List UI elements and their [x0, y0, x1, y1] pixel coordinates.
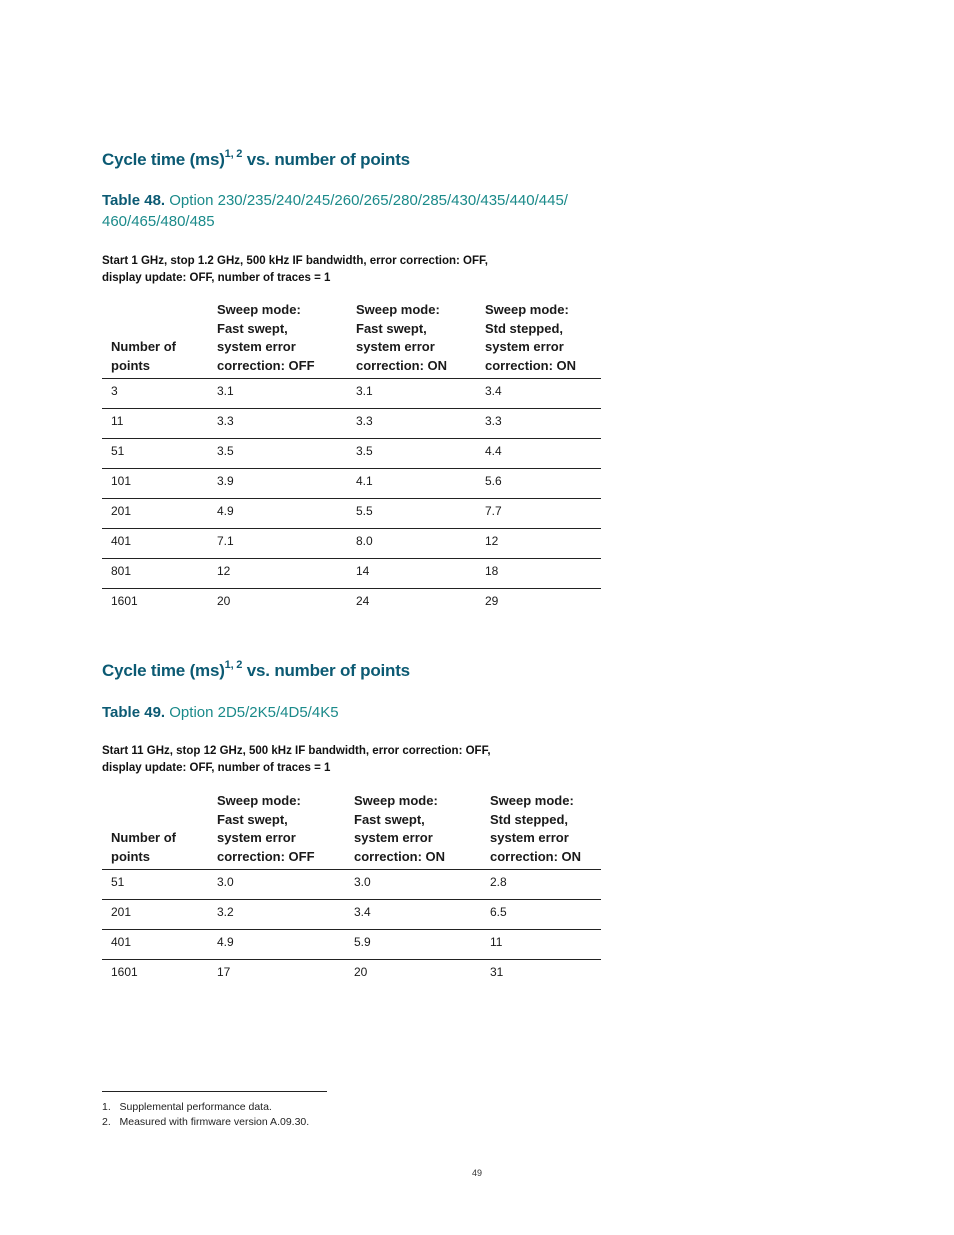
conditions-1 — [102, 253, 582, 287]
conditions-line: display update: OFF, number of traces = 1 — [102, 272, 331, 284]
cell-value: 11 — [111, 414, 124, 429]
table-cell — [347, 439, 476, 469]
column-header-line: points — [111, 848, 150, 864]
cell-value: 12 — [485, 534, 499, 549]
conditions-2 — [102, 743, 582, 777]
cell-value: 4.1 — [356, 474, 373, 489]
column-header-line: correction: OFF — [217, 357, 315, 373]
cell-value: 5.6 — [485, 474, 502, 489]
cell-value: 51 — [111, 444, 125, 459]
column-header-line: Fast swept, — [217, 320, 288, 336]
conditions-line: display update: OFF, number of traces = 1 — [102, 762, 331, 774]
page-number: 49 — [471, 1168, 482, 1178]
table-row — [102, 589, 601, 619]
cell-value: 20 — [354, 965, 368, 980]
column-header-line: Sweep mode: — [356, 302, 440, 317]
table-caption-49 — [102, 702, 622, 723]
heading-text: Cycle time (ms) — [102, 661, 225, 680]
cell-value: 1601 — [111, 965, 138, 980]
table-cell — [481, 900, 601, 930]
cell-value: 20 — [217, 594, 231, 609]
column-header-line: system error — [217, 830, 296, 846]
column-header-line: Number of — [111, 339, 176, 355]
column-header-line: system error — [217, 339, 296, 355]
table-cell — [102, 900, 208, 930]
table-cell — [208, 499, 347, 529]
column-header — [102, 792, 208, 870]
cell-value: 401 — [111, 534, 132, 549]
cell-value: 3.1 — [217, 384, 234, 399]
cell-value: 24 — [356, 594, 370, 609]
footnotes — [102, 1100, 309, 1130]
table-cell — [102, 960, 208, 990]
column-header — [208, 792, 345, 870]
heading-tail: vs. number of points — [242, 150, 410, 169]
cell-value: 14 — [356, 564, 370, 579]
table-cell — [102, 870, 208, 900]
column-header-line: Std stepped, — [490, 811, 569, 827]
column-header-line: Fast swept, — [217, 811, 288, 827]
table-cell — [481, 960, 601, 990]
table-cell — [347, 469, 476, 499]
table-number: Table 49. — [102, 704, 166, 721]
table-caption-48 — [102, 190, 622, 232]
table-cell — [208, 439, 347, 469]
column-header-line: Sweep mode: — [217, 302, 301, 317]
table-header-row — [102, 301, 601, 379]
table-cell — [345, 930, 481, 960]
heading-tail: vs. number of points — [242, 661, 410, 680]
cell-value: 11 — [490, 935, 503, 950]
table-cell — [208, 589, 347, 619]
table-row — [102, 960, 601, 990]
table-cell — [476, 379, 601, 409]
column-header-line: Sweep mode: — [217, 793, 301, 808]
cell-value: 3.4 — [485, 384, 502, 399]
column-header-line: correction: ON — [356, 357, 448, 373]
column-header — [481, 792, 601, 870]
cell-value: 401 — [111, 935, 132, 950]
column-header-line: correction: ON — [354, 848, 446, 864]
table-cell — [347, 409, 476, 439]
cell-value: 3.2 — [217, 905, 234, 920]
cell-value: 1601 — [111, 594, 138, 609]
table-row — [102, 870, 601, 900]
column-header-line: correction: OFF — [217, 848, 315, 864]
table-cell — [347, 589, 476, 619]
heading-superscript: 1, 2 — [224, 659, 243, 671]
table-cell — [476, 409, 601, 439]
data-table-49 — [102, 792, 601, 989]
cell-value: 3.4 — [354, 905, 371, 920]
cell-value: 29 — [485, 594, 499, 609]
table-cell — [102, 409, 208, 439]
section-heading-1 — [102, 150, 410, 170]
column-header — [208, 301, 347, 379]
column-header-line: points — [111, 357, 150, 373]
table-cell — [102, 589, 208, 619]
cell-value: 3.0 — [354, 875, 371, 890]
column-header-line: Fast swept, — [354, 811, 425, 827]
cell-value: 7.1 — [217, 534, 234, 549]
cell-value: 2.8 — [490, 875, 507, 890]
table-cell — [347, 529, 476, 559]
column-header-line: Std stepped, — [485, 320, 564, 336]
column-header-line: Fast swept, — [356, 320, 427, 336]
table-row — [102, 900, 601, 930]
column-header-line: system error — [356, 339, 435, 355]
table-cell — [208, 559, 347, 589]
table-cell — [345, 900, 481, 930]
table-cell — [208, 900, 345, 930]
table-cell — [208, 469, 347, 499]
column-header — [102, 301, 208, 379]
cell-value: 3.9 — [217, 474, 234, 489]
conditions-line: Start 11 GHz, stop 12 GHz, 500 kHz IF bandwidth, error correction: OFF, — [102, 745, 491, 757]
table-row — [102, 559, 601, 589]
table-cell — [476, 469, 601, 499]
table-cell — [102, 529, 208, 559]
table-cell — [208, 960, 345, 990]
cell-value: 3.3 — [356, 414, 373, 429]
footnote-1: 1. Supplemental performance data. — [102, 1101, 272, 1113]
cell-value: 18 — [485, 564, 499, 579]
table-cell — [476, 589, 601, 619]
cell-value: 4.4 — [485, 444, 502, 459]
cell-value: 3.5 — [217, 444, 234, 459]
cell-value: 7.7 — [485, 504, 502, 519]
cell-value: 5.9 — [354, 935, 371, 950]
heading-text: Cycle time (ms) — [102, 150, 225, 169]
table-row — [102, 409, 601, 439]
section-heading-2 — [102, 661, 410, 681]
column-header-line: Number of — [111, 830, 176, 846]
table-cell — [481, 870, 601, 900]
column-header-line: system error — [354, 830, 433, 846]
conditions-line: Start 1 GHz, stop 1.2 GHz, 500 kHz IF bandwidth, error correction: OFF, — [102, 255, 488, 267]
cell-value: 8.0 — [356, 534, 373, 549]
table-cell — [347, 559, 476, 589]
column-header — [347, 301, 476, 379]
table-cell — [476, 439, 601, 469]
cell-value: 17 — [217, 965, 231, 980]
cell-value: 3.3 — [485, 414, 502, 429]
cell-value: 5.5 — [356, 504, 373, 519]
table-row — [102, 499, 601, 529]
column-header-line: correction: ON — [490, 848, 582, 864]
table-cell — [102, 469, 208, 499]
table-cell — [102, 379, 208, 409]
column-header — [345, 792, 481, 870]
cell-value: 201 — [111, 905, 132, 920]
table-cell — [208, 870, 345, 900]
column-header-line: system error — [485, 339, 564, 355]
cell-value: 6.5 — [490, 905, 507, 920]
cell-value: 3.1 — [356, 384, 373, 399]
cell-value: 51 — [111, 875, 125, 890]
table-row — [102, 439, 601, 469]
table-row — [102, 930, 601, 960]
cell-value: 3.5 — [356, 444, 373, 459]
table-number: Table 48. — [102, 192, 166, 209]
table-cell — [102, 439, 208, 469]
table-cell — [476, 499, 601, 529]
table-cell — [208, 379, 347, 409]
footnote-divider — [102, 1091, 327, 1092]
table-cell — [481, 930, 601, 960]
table-cell — [208, 529, 347, 559]
cell-value: 201 — [111, 504, 132, 519]
table-caption-text: Option 230/235/240/245/260/265/280/285/430/435/440/445/ 460/465/480/485 — [102, 192, 568, 230]
cell-value: 4.9 — [217, 935, 234, 950]
cell-value: 101 — [111, 474, 132, 489]
table-cell — [476, 559, 601, 589]
table-cell — [102, 930, 208, 960]
cell-value: 31 — [490, 965, 504, 980]
table-cell — [345, 960, 481, 990]
table-cell — [208, 409, 347, 439]
table-cell — [345, 870, 481, 900]
table-cell — [102, 559, 208, 589]
cell-value: 3.3 — [217, 414, 234, 429]
table-cell — [347, 499, 476, 529]
column-header — [476, 301, 601, 379]
cell-value: 4.9 — [217, 504, 234, 519]
table-caption-text: Option 2D5/2K5/4D5/4K5 — [165, 704, 339, 721]
data-table-48 — [102, 301, 601, 618]
table-cell — [347, 379, 476, 409]
table-row — [102, 529, 601, 559]
table-header-row — [102, 792, 601, 870]
cell-value: 3.0 — [217, 875, 234, 890]
cell-value: 12 — [217, 564, 231, 579]
column-header-line: correction: ON — [485, 357, 577, 373]
table-row — [102, 469, 601, 499]
table-row — [102, 379, 601, 409]
column-header-line: Sweep mode: — [490, 793, 574, 808]
footnote-2: 2. Measured with firmware version A.09.30. — [102, 1116, 310, 1128]
heading-superscript: 1, 2 — [224, 148, 243, 160]
table-cell — [476, 529, 601, 559]
table-cell — [208, 930, 345, 960]
cell-value: 801 — [111, 564, 132, 579]
cell-value: 3 — [111, 384, 118, 399]
column-header-line: system error — [490, 830, 569, 846]
column-header-line: Sweep mode: — [485, 302, 569, 317]
table-cell — [102, 499, 208, 529]
column-header-line: Sweep mode: — [354, 793, 438, 808]
